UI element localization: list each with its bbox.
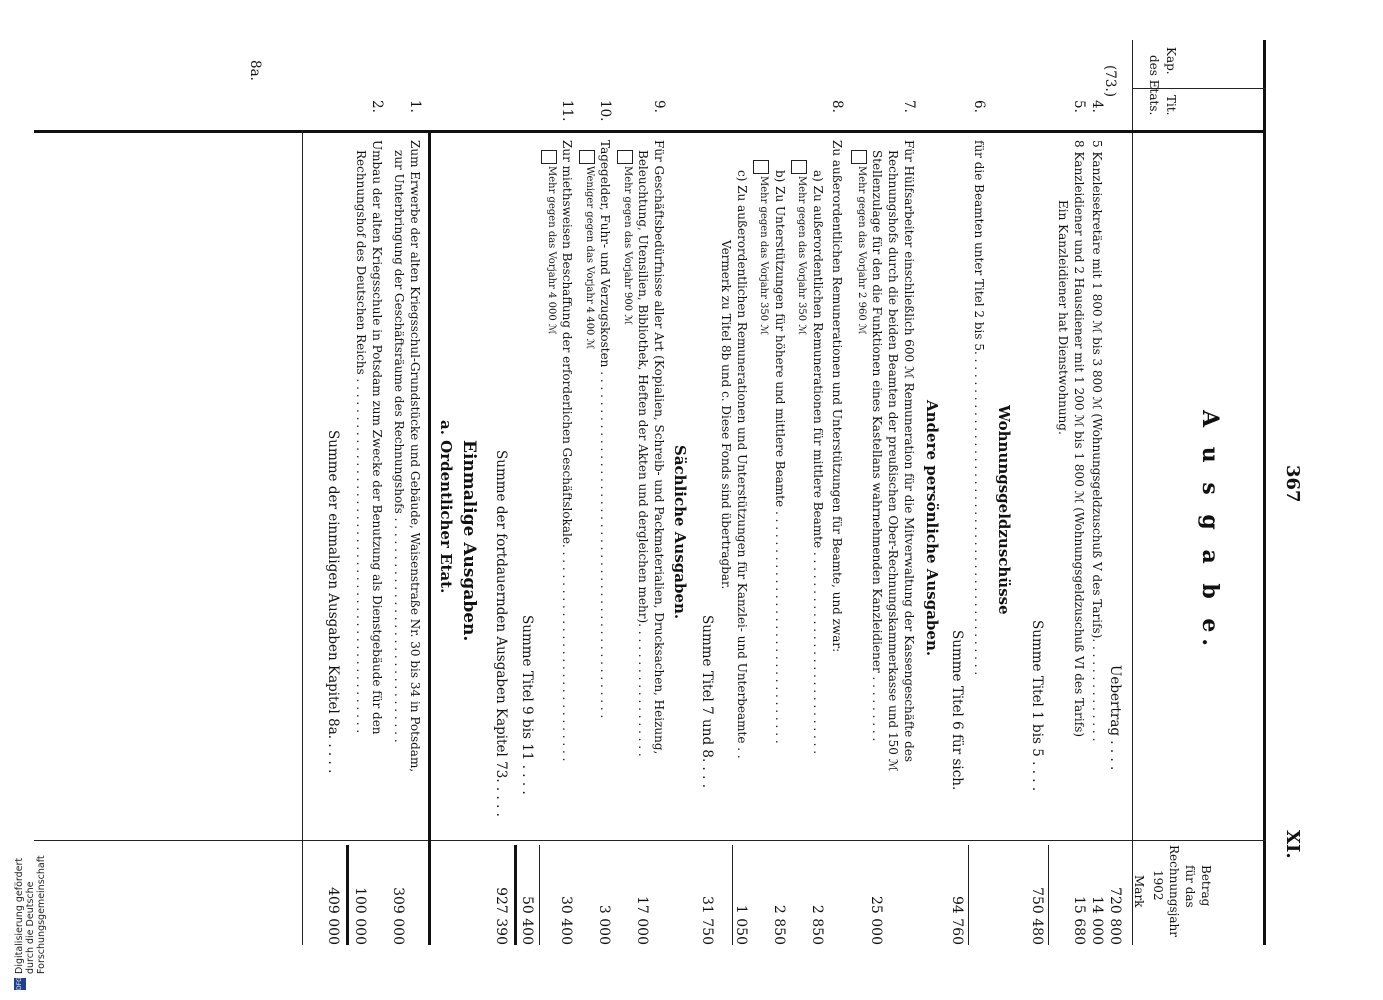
heading-saechliche: Sächliche Ausgaben. [671,445,689,620]
col-rechnungsjahr: Rechnungsjahr [1167,845,1181,937]
row-9-tit: 9. [651,100,667,113]
text-column-rule [34,130,1266,133]
row-7-text-2: Rechnungshofs durch die beiden Beamten der preußischen Ober-Rechnungskammerkasse und 150 ℳ [886,150,900,772]
top-rule [1263,40,1266,945]
sum78-label: Summe Titel 7 und 8. . . . [699,615,715,789]
row-9-mehr: Mehr gegen das Vorjahr 900 ℳ [622,166,633,326]
digitization-credit: Digitalisierung gefördert durch die Deutsche Forschungsgemeinschaft [14,855,47,974]
rule-einmalig [428,130,431,945]
heading-wohnungsgeld: Wohnungsgeldzuschüsse [995,405,1013,615]
credit-wrapper [14,855,47,990]
row-e2-text-1: Umbau der alten Kriegsschule in Potsdam zum Zwecke der Benutzung als Dienstgebäude für den [370,140,384,735]
row-8a-bracket [791,160,807,174]
amount-column-rule [34,840,1266,841]
header-rule [1132,40,1133,945]
rule-sum-einmalig [346,845,349,945]
row-10-text: Tagegelder, Fuhr- und Verzugskosten . . . . . . . . . . . . . . . . . . . . . . . . . . . . . . . . . . . . . . . . . . . . . . [598,140,612,719]
dfg-logo: DFG [14,978,26,990]
row-e2-tit: 2. [369,100,385,113]
page-title: A u s g a b e. [1197,410,1223,653]
col-tit: Tit. [1164,95,1178,116]
row-11-mehr: Mehr gegen das Vorjahr 4 000 ℳ [546,166,557,335]
sum-fortdauernd-amount: 927 390 [493,887,509,945]
row-5-tit: 5. [1071,100,1087,113]
row-7-amount: 25 000 [868,896,884,945]
sum6-label: Summe Titel 6 für sich. [949,630,965,791]
row-8a-text: a) Zu außerordentlichen Remunerationen für mittlere Beamte . . . . . . . . . . . . . . . . . . . . . . . . . . . [811,170,825,755]
row-10-amount: 3 000 [596,904,612,945]
row-7-text-3: Stellenzulage für den die Funktionen eines Kastellans wahrnehmenden Kanzleidiener . . . . . . . . . [870,150,884,742]
row-11-amount: 30 400 [558,896,574,945]
row-7-tit: 7. [901,100,917,113]
row-8c-text-1: c) Zu außerordentlichen Remunerationen und Unterstützungen für Kanzlei- und Unterbeamte . . [735,170,749,759]
heading-andere-ausgaben: Andere persönliche Ausgaben. [923,400,941,657]
row-8-tit: 8. [829,100,845,113]
row-8a-mehr: Mehr gegen das Vorjahr 350 ℳ [796,176,807,336]
row-8b-amount: 2 850 [771,904,787,945]
col-kap: Kap. [1164,47,1178,75]
uebertrag-amount: 720 800 [1107,887,1123,945]
row-4-text: 5 Kanzleisekretäre mit 1 800 ℳ bis 3 800 ℳ (Wohnungsgeldzuschuß V des Tarifs). . . . . . . . . . . . . . [1090,140,1104,742]
row-7-bracket [851,150,867,164]
row-5-text: 8 Kanzleidiener und 2 Hausdiener mit 1 200 ℳ bis 1 800 ℳ (Wohnungsgeldzuschuß VI des Tarifs) [1072,140,1086,738]
sum-fortdauernd-label: Summe der fortdauernden Ausgaben Kapitel 73. . . . . [493,450,509,817]
row-9-bracket [617,150,633,164]
row-7-mehr: Mehr gegen das Vorjahr 2 960 ℳ [856,166,867,335]
col-fuer-das: für das [1183,865,1197,908]
rule-sum6 [968,845,969,945]
bottom-rule [302,130,303,945]
row-8c-amount: 1 050 [733,904,749,945]
row-e1-amount: 309 000 [390,887,406,945]
col-year: 1902 [1151,870,1165,901]
sum911-label: Summe Titel 9 bis 11 . . . . [519,615,535,795]
row-8-text: Zu außerordentlichen Remunerationen und Unterstützungen für Beamte, und zwar: [830,140,844,653]
rule-sum1 [1048,845,1049,945]
row-4-amount: 14 000 [1089,896,1105,945]
row-e2-amount: 100 000 [352,887,368,945]
row-11-tit: 11. [559,100,575,122]
row-e1-text-1: Zum Erwerbe der alten Kriegsschul-Grundstücke und Gebäude, Waisenstraße Nr. 30 bis 34 in Potsdam, [408,140,422,773]
row-e2-text-2: Rechnungshof des Deutschen Reichs . . . . . . . . . . . . . . . . . . . . . . . . . . . . . . . . . . . . . . . . . . . . . . . [354,150,368,734]
row-11-bracket [541,150,557,164]
row-6-text: für die Beamten unter Titel 2 bis 5. . . . . . . . . . . . . . . . . . . . . . . . . . . . . . . . . . . . . . . . . . . [972,140,986,676]
sum1-label: Summe Titel 1 bis 5 . . . . [1029,620,1045,792]
sum6-amount: 94 760 [949,896,965,945]
row-e1-tit: 1. [407,100,423,113]
kap-tit-divider [1133,88,1266,89]
sum911-amount: 50 400 [519,896,535,945]
row-e1-text-2: zur Unterbringung der Geschäftsräume des Rechnungshofs . . . . . . . . . . . . . . . . . . . . . . . . . . . . . . [392,150,406,743]
row-4-tit: 4. [1089,100,1105,113]
row-8b-text: b) Zu Unterstützungen für höhere und mittlere Beamte . . . . . . . . . . . . . . . . . . . . . . . . . . . . . . . [773,170,787,744]
row-5-text-2: Ein Kanzleidiener hat Dienstwohnung. [1056,200,1070,435]
row-10-tit: 10. [597,100,613,122]
row-9-amount: 17 000 [634,896,650,945]
sum78-amount: 31 750 [699,896,715,945]
kap-number-8a: 8a. [247,60,263,81]
row-5-amount: 15 680 [1071,896,1087,945]
row-7-text-1: Für Hülfsarbeiter einschließlich 600 ℳ Remuneration für die Mitverwaltung der Kassengeschäfte des [902,140,916,763]
heading-ordentlich: a. Ordentlicher Etat. [437,420,455,594]
rule-sum911 [539,845,540,945]
row-10-bracket [579,150,595,164]
row-11-text: Zur miethsweisen Beschaffung der erforderlichen Geschäftslokale. . . . . . . . . . . . . . . . . . . . . . . . . . . . . [560,140,574,762]
row-9-text-1: Für Geschäftsbedürfnisse aller Art (Kopialien, Schreib- und Packmaterialien, Drucksachen, Heizung, [652,140,666,755]
kap-number: (73.) [1102,65,1118,98]
rule-sum78 [732,845,733,945]
page-number: 367 [1282,465,1303,503]
col-des-etats: des Etats. [1147,55,1161,116]
section-roman: XI. [1282,830,1303,859]
rule-sum-fort [514,845,517,945]
col-mark: Mark [1132,875,1146,908]
row-8a-amount: 2 850 [809,904,825,945]
row-8b-bracket [753,160,769,174]
row-10-weniger: Weniger gegen das Vorjahr 4 400 ℳ [584,166,595,350]
row-9-text-2: Beleuchtung, Utensilien, Bibliothek, Heften der Akten und dergleichen mehr). . . . . . . . . . . . . . . . . . [636,150,650,757]
row-6-tit: 6. [971,100,987,113]
sum1-amount: 750 480 [1029,887,1045,945]
row-8c-text-2: Vermerk zu Titel 8b und c. Diese Fonds sind übertragbar. [719,240,733,590]
sum-einmalig-label: Summe der einmaligen Ausgaben Kapitel 8a. . . . . [325,430,341,774]
heading-einmalige: Einmalige Ausgaben. [459,440,479,642]
row-8b-mehr: Mehr gegen das Vorjahr 350 ℳ [758,176,769,336]
sum-einmalig-amount: 409 000 [325,887,341,945]
uebertrag-label: Uebertrag . . . . [1107,665,1123,771]
col-betrag: Betrag [1199,865,1213,907]
